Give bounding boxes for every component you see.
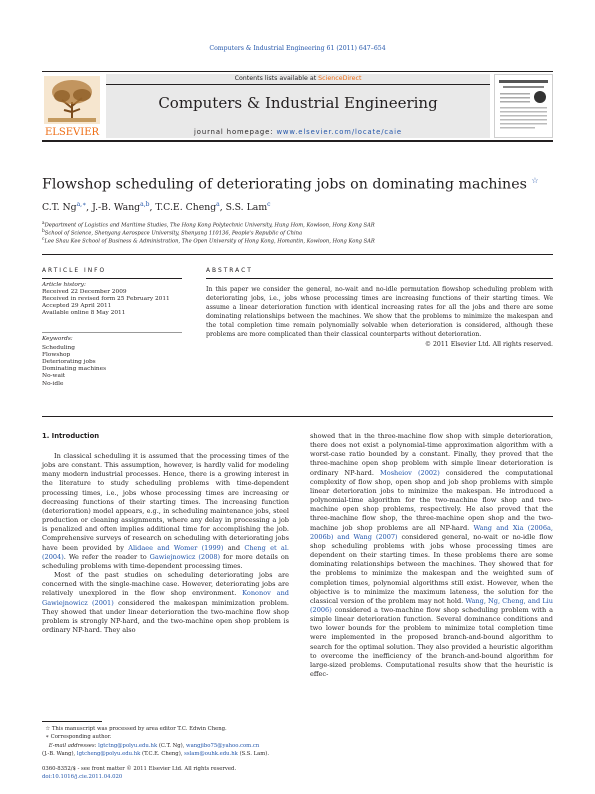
paragraph-text: considered general, no-wait or no-idle flow shop scheduling problems with jobs whose processing times are dependent on their starting times. In these problems there are some dominating relationships between the machines. They showed that for the problems to minimize the makespan and the weighted sum of completion times, polynomial algorithms still exist. However, when the objective is to minimize the maximum lateness, the solution for the classical version of the problem may not hold.	[310, 532, 553, 605]
paragraph-text: In classical scheduling it is assumed that the processing times of the jobs are constant. This assumption, however, is hardly valid for modeling many modern industrial processes. Hence, there is a growing interest in the literature to study scheduling problems with time-dependent processing times, i.e., jobs whose processing times are increasing or decreasing functions of their starting times. The increasing function (deterioration) model appears, e.g., in scheduling maintenance jobs, steel production or cleaning assignments, where any delay in processing a job is penalized and often implies additional time for accomplishing the job. Comprehensive surveys of research on scheduling with deteriorating jobs have been provided by	[42, 452, 289, 552]
author-affiliation-marker[interactable]: a,∗	[76, 201, 87, 208]
author-affiliation-marker[interactable]: a	[216, 201, 220, 208]
email-link[interactable]: sslam@ouhk.edu.hk	[184, 751, 238, 758]
masthead-top-rule	[42, 71, 553, 72]
abstract-rule	[206, 278, 553, 279]
abstract-bottom-rule	[42, 416, 553, 417]
author-name: J.-B. Wang	[92, 202, 141, 214]
keyword: No-wait	[42, 373, 66, 380]
contents-prefix: Contents lists available at	[234, 75, 319, 82]
contents-rule	[106, 84, 490, 85]
keyword: No-idle	[42, 380, 64, 387]
journal-citation[interactable]: Computers & Industrial Engineering 61 (2011) 647–654	[209, 45, 386, 52]
email-owner: (J.-B. Wang),	[42, 751, 77, 758]
email-owner: (C.T. Ng),	[157, 742, 187, 749]
affiliation-text: School of Science, Shenyang Aerospace University, Shenyang 110136, People's Republic of China	[44, 230, 303, 237]
email-link[interactable]: wangjibo75@yahoo.com.cn	[186, 742, 260, 749]
footnote-editor	[42, 725, 302, 733]
citation-link[interactable]: Cheng et al. (2004)	[42, 543, 289, 561]
citation-link[interactable]: Kononov and Gawiejnowicz (2001)	[42, 589, 289, 607]
elsevier-tree-icon	[42, 74, 102, 138]
author-name: S.S. Lam	[225, 202, 268, 214]
keyword: Deteriorating jobs	[42, 359, 96, 366]
journal-masthead	[42, 71, 553, 141]
affiliation-marker: b	[42, 229, 45, 234]
paragraph-text: showed that in the three-machine flow shop with simple deterioration, there does not exist a polynomial-time approximation algorithm with a worst-case ratio bounded by a constant. Finally, they proved that the three-machine open shop problem with simple linear deterioration is ordinary NP-hard.	[310, 432, 553, 477]
history-entry: Accepted 29 April 2011	[42, 303, 112, 310]
footnote-rule	[42, 721, 102, 722]
keywords-rule	[42, 332, 182, 333]
page-footer	[42, 765, 302, 782]
author-name: T.C.E. Cheng	[155, 202, 217, 214]
affiliation-text: Lee Shau Kee School of Business & Administration, The Open University of Hong Kong, Homantin, Kowloon, Hong Kong SAR	[44, 238, 375, 245]
body-column-right	[310, 432, 553, 679]
history-entry: Received in revised form 25 February 2011	[42, 296, 170, 303]
article-info-heading: ARTICLE INFO	[42, 268, 107, 274]
article-title	[42, 176, 539, 193]
abstract-copyright: © 2011 Elsevier Ltd. All rights reserved.	[424, 340, 553, 348]
title-footnote-marker[interactable]: ☆	[531, 176, 539, 185]
footnote-text: This manuscript was processed by area editor T.C. Edwin Cheng.	[51, 726, 227, 732]
footnote-marker: ☆	[45, 726, 51, 732]
section-heading-introduction: 1. Introduction	[42, 432, 100, 440]
article-title-text: Flowshop scheduling of deteriorating jobs on dominating machines	[42, 176, 527, 193]
keyword: Scheduling	[42, 345, 75, 352]
paragraph-text: and	[223, 543, 245, 552]
author-separator: ,	[86, 202, 93, 214]
article-history	[42, 282, 182, 317]
citation-link[interactable]: Wang, Ng, Cheng, and Liu (2006)	[310, 596, 553, 614]
paragraph-text: considered the makespan minimization problem. They showed that under linear deterioration the two-machine flow shop problem is strongly NP-hard, and the two-machine open shop problem is ordinary NP-hard. They also	[42, 598, 289, 634]
masthead-bottom-rule	[42, 140, 553, 142]
body-paragraph	[42, 571, 289, 635]
email-owner: (T.C.E. Cheng),	[140, 751, 185, 758]
paragraph-text: considered a two-machine flow shop scheduling problem with a simple linear deterioration function. Several dominance conditions and two lower bounds for the problem to minimize total completion time were implemented in the proposed branch-and-bound algorithm to search for the optimal solution. They also provided a heuristic algorithm to overcome the inefficiency of the branch-and-bound algorithm for large-sized problems. Computational results show that the heuristic is effec-	[310, 605, 553, 679]
author-list	[42, 201, 271, 213]
history-label: Article history:	[42, 282, 86, 288]
citation-link[interactable]: Gawiejnowicz (2008)	[149, 552, 221, 561]
title-block-rule	[42, 254, 553, 255]
elsevier-wordmark: ELSEVIER	[44, 127, 100, 138]
abstract	[206, 285, 553, 349]
affiliation-b	[42, 229, 302, 237]
keyword: Flowshop	[42, 352, 71, 359]
paragraph-text: Most of the past studies on scheduling deteriorating jobs are concerned with the single-machine case. However, deteriorating jobs are relatively unexplored in the flow shop environment.	[42, 571, 289, 598]
email-link[interactable]: lgtcheng@polyu.edu.hk	[76, 751, 141, 758]
homepage-prefix: journal homepage:	[194, 128, 277, 136]
abstract-body: In this paper we consider the general, no-wait and no-idle permutation flowshop scheduling problem with deteriorating jobs, i.e., jobs whose processing times are increasing functions of their starting times. We assume a linear deterioration function with identical increasing rates for all the jobs and there are some dominating relationships between the machines. We show that the problems to minimize the makespan and the total completion time remain polynomially solvable when deterioration is considered, although these problems are more complicated than their classical counterparts without deterioration.	[206, 286, 553, 339]
contents-availability-line	[106, 74, 490, 83]
cover-image-icon	[495, 75, 552, 137]
citation-link[interactable]: Mosheiov (2002)	[380, 468, 440, 477]
affiliation-c	[42, 237, 375, 245]
history-entry: Received 22 December 2009	[42, 289, 127, 296]
footnote-marker: ∗	[45, 734, 49, 741]
body-paragraph	[42, 452, 289, 571]
author-affiliation-marker[interactable]: c	[267, 201, 271, 208]
footnote-corresponding	[42, 733, 302, 741]
affiliation-marker: c	[42, 237, 45, 242]
footnote-text: Corresponding author.	[50, 734, 112, 741]
footnote-emails	[42, 742, 302, 750]
email-label: E-mail addresses:	[48, 742, 97, 749]
citation-link[interactable]: Alidaee and Womer (1999)	[128, 543, 224, 552]
journal-cover-thumbnail[interactable]	[494, 74, 553, 138]
email-owner: (S.S. Lam).	[237, 751, 270, 758]
email-link[interactable]: lgtctng@polyu.edu.hk	[98, 742, 158, 749]
paragraph-text: considered the computational complexity of flow shop, open shop and job shop problems with simple linear deterioration jobs to minimize the makespan. He introduced a polynomial-time algorithm for the two-machine flow shop and two-machine open shop problems, respectively. He also proved that the three-machine flow shop, the three-machine open shop and the two-machine job shop problems are all NP-hard.	[310, 468, 553, 532]
author-separator: ,	[149, 202, 156, 214]
sciencedirect-link[interactable]: ScienceDirect	[318, 75, 362, 82]
author-name: C.T. Ng	[42, 202, 77, 214]
citation-link[interactable]: Wang and Xia (2006a, 2006b) and Wang (2007)	[310, 523, 553, 541]
homepage-link[interactable]: www.elsevier.com/locate/caie	[276, 128, 402, 136]
body-column-left	[42, 452, 289, 635]
affiliation-a	[42, 221, 375, 229]
journal-header-box	[106, 74, 490, 138]
affiliation-text: Department of Logistics and Maritime Studies, The Hong Kong Polytechnic University, Hung Hom, Kowloon, Hong Kong SAR	[44, 222, 375, 229]
keywords-list	[42, 336, 182, 388]
history-entry: Available online 8 May 2011	[42, 310, 126, 317]
paragraph-text: . We refer the reader to	[63, 552, 150, 561]
journal-title[interactable]: Computers & Industrial Engineering	[158, 94, 438, 112]
elsevier-logo[interactable]	[42, 74, 102, 138]
body-paragraph	[310, 432, 553, 679]
author-separator: ,	[219, 202, 226, 214]
affiliation-marker: a	[42, 221, 45, 226]
article-info-rule	[42, 278, 182, 279]
footnotes	[42, 725, 302, 759]
paragraph-text: for more details on scheduling problems with time-dependent processing times.	[42, 552, 290, 570]
footnote-emails-cont	[42, 750, 302, 758]
keyword: Dominating machines	[42, 366, 107, 373]
abstract-heading: ABSTRACT	[206, 268, 253, 274]
issn-line: 0360-8352/$ - see front matter © 2011 Elsevier Ltd. All rights reserved.	[42, 766, 237, 772]
keywords-label: Keywords:	[42, 336, 73, 342]
journal-homepage	[106, 128, 490, 136]
author-affiliation-marker[interactable]: a,b	[140, 201, 150, 208]
doi-link[interactable]: doi:10.1016/j.cie.2011.04.020	[42, 774, 123, 781]
